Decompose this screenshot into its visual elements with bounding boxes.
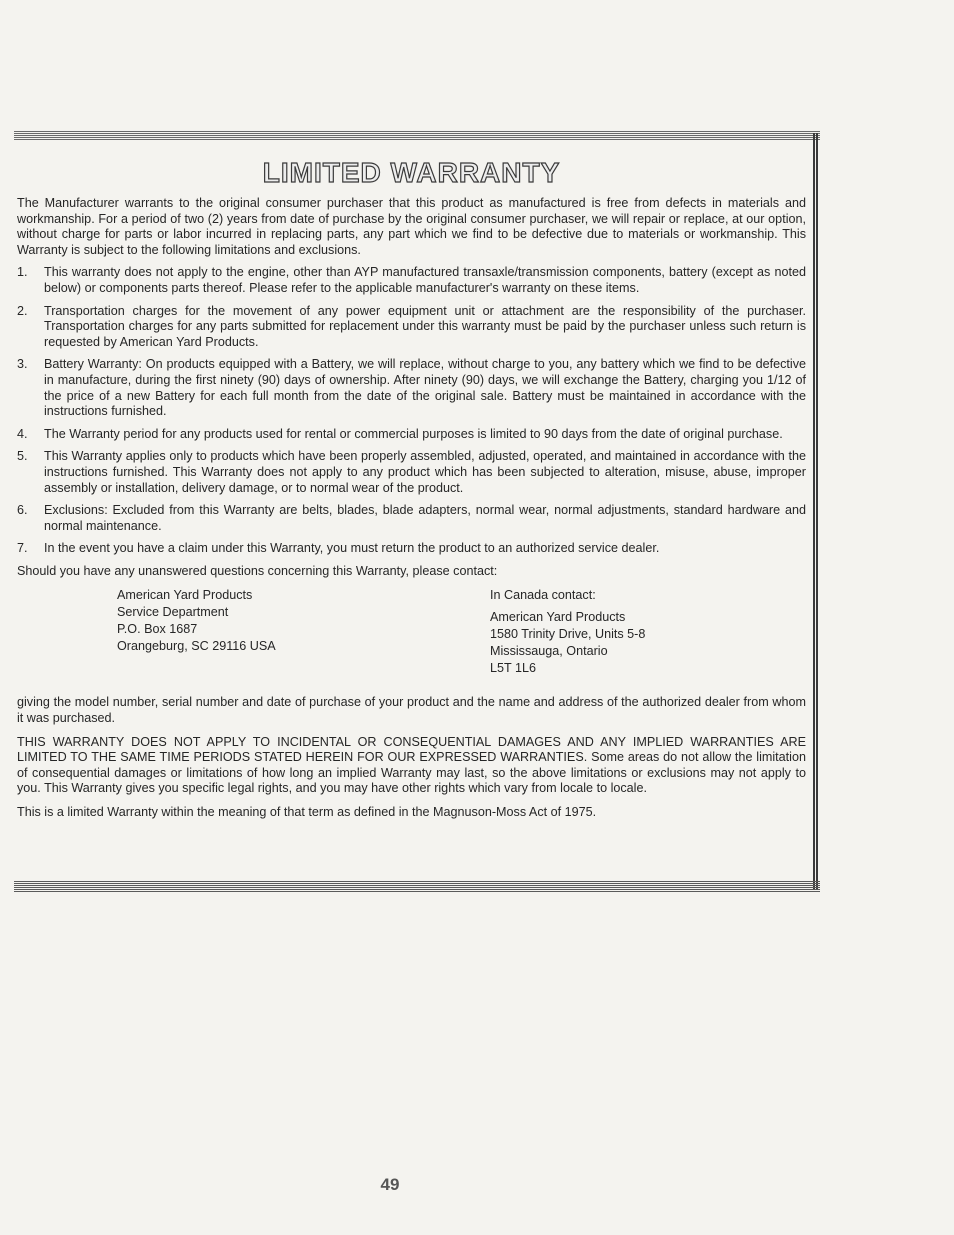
canada-contact-label: In Canada contact: <box>490 588 596 603</box>
bottom-rule <box>14 881 820 893</box>
contact-line: Should you have any unanswered questions concerning this Warranty, please contact: <box>17 563 498 578</box>
item-text: The Warranty period for any products used for rental or commercial purposes is limited to 90 days from the date of original purchase. <box>44 426 783 441</box>
item-text: Transportation charges for the movement of any power equipment unit or attachment are the responsibility of the purchaser. Transportation charges for any parts submitted for replacement under this warranty must be paid by the purchaser unless such return is requested by American Yard Products. <box>44 303 806 349</box>
page-number: 49 <box>380 1175 400 1194</box>
disclaimer-paragraph: THIS WARRANTY DOES NOT APPLY TO INCIDENTAL OR CONSEQUENTIAL DAMAGES AND ANY IMPLIED WARRANTIES ARE LIMITED TO THE SAME TIME PERIODS STATED HEREIN FOR OUR EXPRESSED WARRANTIES. Some areas do not allow the limitation of consequential damages or limitations of how long an implied Warranty may last, so the above limitations or exclusions may not apply to you. This Warranty gives you specific legal rights, and you may have other rights which vary from locale to locale. <box>17 734 806 796</box>
item-number: 6. <box>17 503 28 518</box>
item-text: Battery Warranty: On products equipped with a Battery, we will replace, without charge to you, any battery which we find to be defective in manufacture, during the first ninety (90) days of ownership. After ninety (90) days, we will exchange the Battery, charging you 1/12 of the price of a new Battery for each full month from the date of the original sale. Battery must be maintained in accordance with the instructions furnished. <box>44 357 806 419</box>
magnuson-moss-paragraph: This is a limited Warranty within the meaning of that term as defined in the Magnuson-Moss Act of 1975. <box>17 805 597 820</box>
canada-address <box>490 587 645 677</box>
item-number: 3. <box>17 357 28 372</box>
address-line: P.O. Box 1687 <box>117 622 198 637</box>
item-text: In the event you have a claim under this Warranty, you must return the product to an authorized service dealer. <box>44 541 660 556</box>
list-item <box>17 541 806 557</box>
address-line: L5T 1L6 <box>490 661 536 676</box>
address-line: Service Department <box>117 605 229 620</box>
list-item <box>17 427 806 443</box>
addresses <box>17 587 806 687</box>
giving-paragraph: giving the model number, serial number and date of purchase of your product and the name and address of the authorized dealer from whom it was purchased. <box>17 695 806 726</box>
list-item <box>17 503 806 534</box>
address-line: Orangeburg, SC 29116 USA <box>117 639 276 654</box>
item-text: Exclusions: Excluded from this Warranty are belts, blades, blade adapters, normal wear, normal adjustments, standard hardware and normal maintenance. <box>44 503 806 533</box>
intro-paragraph: The Manufacturer warrants to the original consumer purchaser that this product as manufactured is free from defects in materials and workmanship. For a period of two (2) years from date of purchase by the original consumer purchaser, we will repair or replace, at our option, without charge for parts or labor incurred in replacing parts, any part which we find to be defective due to materials or workmanship. This Warranty is subject to the following limitations and exclusions. <box>17 196 806 257</box>
limitations-list <box>17 265 806 557</box>
item-text: This Warranty applies only to products which have been properly assembled, adjusted, operated, and maintained in accordance with the instructions furnished. This Warranty does not apply to any product which has been subjected to alteration, misuse, abuse, improper assembly or installation, delivery damage, or to normal wear of the product. <box>44 449 806 495</box>
list-item <box>17 265 806 296</box>
item-number: 4. <box>17 426 28 441</box>
item-number: 1. <box>17 265 28 280</box>
list-item <box>17 449 806 496</box>
list-item <box>17 304 806 351</box>
address-line: American Yard Products <box>490 610 626 625</box>
item-number: 7. <box>17 541 28 556</box>
us-address <box>117 587 276 655</box>
warranty-content <box>17 158 806 821</box>
list-item <box>17 357 806 419</box>
item-text: This warranty does not apply to the engine, other than AYP manufactured transaxle/transmission components, battery (except as noted below) or components parts thereof. Please refer to the applicable manufacturer's warranty on these items. <box>44 265 806 295</box>
address-line: Mississauga, Ontario <box>490 644 608 659</box>
address-line: American Yard Products <box>117 588 253 603</box>
item-number: 2. <box>17 303 28 318</box>
page-title: LIMITED WARRANTY <box>262 157 561 188</box>
address-line: 1580 Trinity Drive, Units 5-8 <box>490 627 646 642</box>
item-number: 5. <box>17 449 28 464</box>
